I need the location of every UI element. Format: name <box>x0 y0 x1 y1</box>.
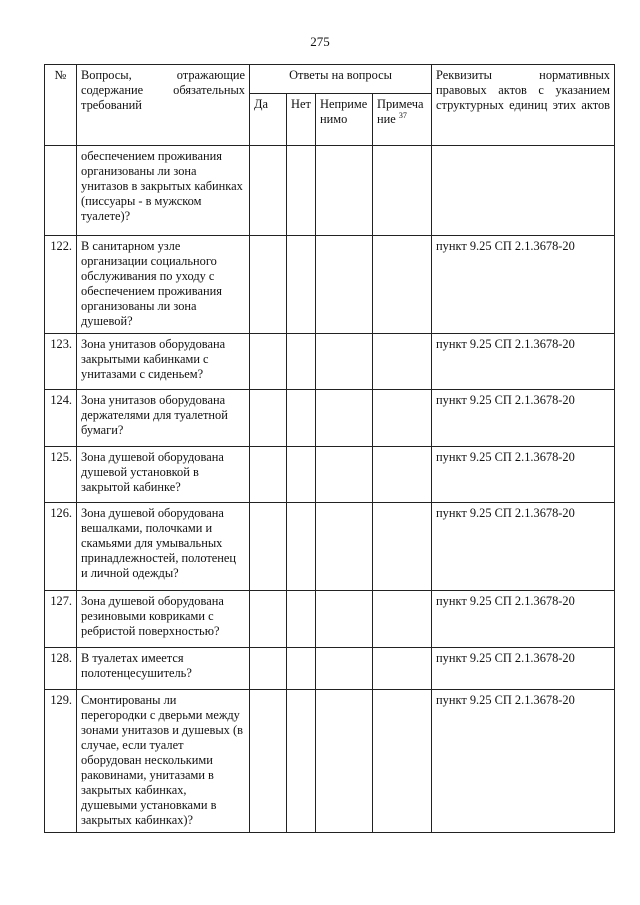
row-number: 123. <box>45 334 77 390</box>
checklist-table <box>44 64 615 833</box>
header-requisites: Реквизиты нормативных правовых актов с указанием структурных единиц этих актов <box>432 65 615 146</box>
row-question: Смонтированы ли перегородки с дверьми между зонами унитазов и душевых (в случае, если туалет оборудован несколькими раковинами, унитазами в закрытых кабинках, душевыми установками в закрытых кабинках)? <box>77 690 250 833</box>
answer-no-cell[interactable] <box>287 390 316 447</box>
answer-yes-cell[interactable] <box>250 690 287 833</box>
row-number: 126. <box>45 503 77 591</box>
answer-note-cell[interactable] <box>373 390 432 447</box>
answer-yes-cell[interactable] <box>250 447 287 503</box>
answer-yes-cell[interactable] <box>250 236 287 334</box>
header-questions: Вопросы, отражающие содержание обязательных требований <box>77 65 250 146</box>
answer-no-cell[interactable] <box>287 146 316 236</box>
table-row <box>45 648 615 690</box>
answer-note-cell[interactable] <box>373 447 432 503</box>
row-requisite: пункт 9.25 СП 2.1.3678-20 <box>432 591 615 648</box>
answer-note-cell[interactable] <box>373 334 432 390</box>
table-row <box>45 236 615 334</box>
table-row <box>45 503 615 591</box>
row-requisite: пункт 9.25 СП 2.1.3678-20 <box>432 503 615 591</box>
header-no: Нет <box>287 94 316 146</box>
header-num: № <box>45 65 77 146</box>
answer-na-cell[interactable] <box>316 390 373 447</box>
row-requisite: пункт 9.25 СП 2.1.3678-20 <box>432 390 615 447</box>
header-note-label: Примеча ние <box>377 97 424 126</box>
header-note <box>373 94 432 146</box>
answer-note-cell[interactable] <box>373 690 432 833</box>
answer-no-cell[interactable] <box>287 334 316 390</box>
answer-note-cell[interactable] <box>373 591 432 648</box>
table-row <box>45 334 615 390</box>
answer-yes-cell[interactable] <box>250 146 287 236</box>
answer-note-cell[interactable] <box>373 146 432 236</box>
row-requisite: пункт 9.25 СП 2.1.3678-20 <box>432 334 615 390</box>
row-number: 122. <box>45 236 77 334</box>
answer-na-cell[interactable] <box>316 648 373 690</box>
answer-note-cell[interactable] <box>373 648 432 690</box>
answer-no-cell[interactable] <box>287 591 316 648</box>
page-number: 275 <box>310 34 330 49</box>
row-question: В санитарном узле организации социального обслуживания по уходу с обеспечением проживания организованы ли зона душевой? <box>77 236 250 334</box>
row-requisite: пункт 9.25 СП 2.1.3678-20 <box>432 236 615 334</box>
answer-note-cell[interactable] <box>373 236 432 334</box>
answer-na-cell[interactable] <box>316 334 373 390</box>
row-number: 125. <box>45 447 77 503</box>
table-row <box>45 591 615 648</box>
header-not-applicable: Неприме нимо <box>316 94 373 146</box>
table-row <box>45 390 615 447</box>
answer-na-cell[interactable] <box>316 503 373 591</box>
answer-yes-cell[interactable] <box>250 591 287 648</box>
answer-na-cell[interactable] <box>316 146 373 236</box>
answer-no-cell[interactable] <box>287 648 316 690</box>
answer-na-cell[interactable] <box>316 591 373 648</box>
answer-yes-cell[interactable] <box>250 648 287 690</box>
table-row <box>45 146 615 236</box>
answer-na-cell[interactable] <box>316 690 373 833</box>
header-answers: Ответы на вопросы <box>250 65 432 94</box>
answer-note-cell[interactable] <box>373 503 432 591</box>
row-requisite: пункт 9.25 СП 2.1.3678-20 <box>432 648 615 690</box>
row-number: 124. <box>45 390 77 447</box>
header-note-footnote: 37 <box>398 110 407 120</box>
table-row <box>45 447 615 503</box>
answer-no-cell[interactable] <box>287 690 316 833</box>
answer-no-cell[interactable] <box>287 503 316 591</box>
answer-yes-cell[interactable] <box>250 390 287 447</box>
answer-yes-cell[interactable] <box>250 334 287 390</box>
row-question: Зона унитазов оборудована закрытыми кабинками с унитазами с сиденьем? <box>77 334 250 390</box>
answer-no-cell[interactable] <box>287 236 316 334</box>
answer-na-cell[interactable] <box>316 236 373 334</box>
row-number: 127. <box>45 591 77 648</box>
row-question: Зона унитазов оборудована держателями для туалетной бумаги? <box>77 390 250 447</box>
answer-no-cell[interactable] <box>287 447 316 503</box>
header-yes: Да <box>250 94 287 146</box>
row-question: Зона душевой оборудована душевой установкой в закрытой кабинке? <box>77 447 250 503</box>
row-requisite: пункт 9.25 СП 2.1.3678-20 <box>432 447 615 503</box>
row-question: В туалетах имеется полотенцесушитель? <box>77 648 250 690</box>
row-requisite: пункт 9.25 СП 2.1.3678-20 <box>432 690 615 833</box>
row-number: 129. <box>45 690 77 833</box>
row-number <box>45 146 77 236</box>
answer-na-cell[interactable] <box>316 447 373 503</box>
row-question: обеспечением проживания организованы ли зона унитазов в закрытых кабинках (писсуары - в мужском туалете)? <box>77 146 250 236</box>
answer-yes-cell[interactable] <box>250 503 287 591</box>
row-number: 128. <box>45 648 77 690</box>
row-requisite <box>432 146 615 236</box>
row-question: Зона душевой оборудована резиновыми ковриками с ребристой поверхностью? <box>77 591 250 648</box>
row-question: Зона душевой оборудована вешалками, полочками и скамьями для умывальных принадлежностей, полотенец и личной одежды? <box>77 503 250 591</box>
table-row <box>45 690 615 833</box>
header-row <box>45 65 615 94</box>
